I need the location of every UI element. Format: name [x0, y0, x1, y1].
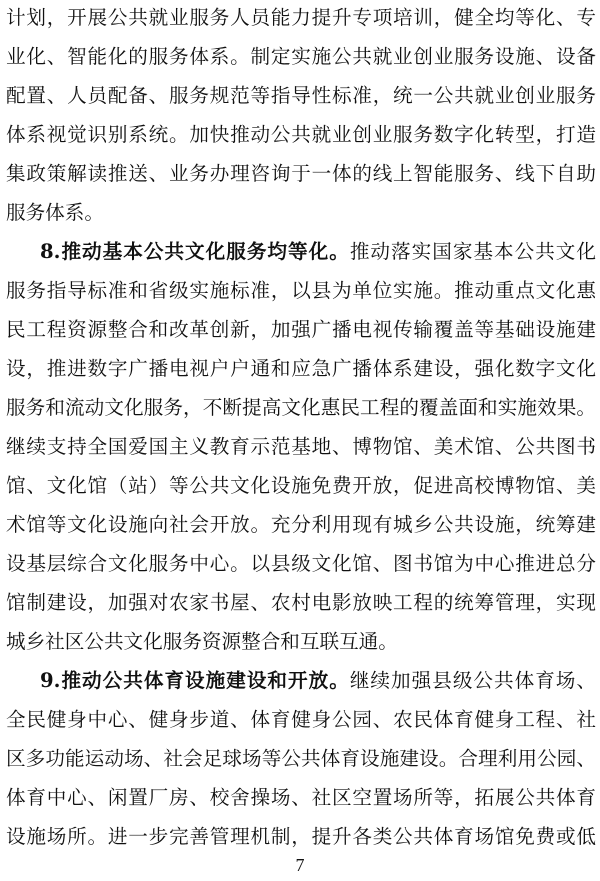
text-line: 配置、人员配备、服务规范等指导性标准，统一公共就业创业服务 [6, 84, 596, 107]
section-9-first-line [40, 668, 596, 694]
text-line: 设基层综合文化服务中心。以县级文化馆、图书馆为中心推进总分 [6, 552, 596, 575]
text-span: 推动落实国家基本公共文化 [349, 240, 596, 263]
section-8-first-line [40, 239, 596, 265]
text-span: 继续加强县级公共体育场、 [349, 669, 596, 692]
text-line: 馆制建设，加强对农家书屋、农村电影放映工程的统筹管理，实现 [6, 591, 596, 614]
text-line: 城乡社区公共文化服务资源整合和互联互通。 [6, 630, 398, 653]
text-line: 设，推进数字广播电视户户通和应急广播体系建设，强化数字文化 [6, 357, 596, 380]
text-line: 继续支持全国爱国主义教育示范基地、博物馆、美术馆、公共图书 [6, 435, 596, 458]
text-line: 服务指导标准和省级实施标准，以县为单位实施。推动重点文化惠 [6, 279, 596, 302]
text-line: 服务体系。 [6, 201, 104, 224]
text-line: 体育中心、闲置厂房、校舍操场、社区空置场所等，拓展公共体育 [6, 786, 596, 809]
text-line: 集政策解读推送、业务办理咨询于一体的线上智能服务、线下自助 [6, 162, 596, 185]
section-heading-8: 8.推动基本公共文化服务均等化。 [40, 240, 350, 263]
text-line: 术馆等文化设施向社会开放。充分利用现有城乡公共设施，统筹建 [6, 513, 596, 536]
text-line: 区多功能运动场、社会足球场等公共体育设施建设。合理利用公园、 [6, 747, 596, 770]
text-line: 民工程资源整合和改革创新，加强广播电视传输覆盖等基础设施建 [6, 318, 596, 341]
text-line: 业化、智能化的服务体系。制定实施公共就业创业服务设施、设备 [6, 45, 596, 68]
text-line: 设施场所。进一步完善管理机制，提升各类公共体育场馆免费或低 [6, 825, 596, 848]
text-line: 计划，开展公共就业服务人员能力提升专项培训，健全均等化、专 [6, 6, 596, 29]
page-number: 7 [295, 855, 305, 875]
section-heading-9: 9.推动公共体育设施建设和开放。 [40, 669, 350, 692]
text-line: 服务和流动文化服务，不断提高文化惠民工程的覆盖面和实施效果。 [6, 396, 596, 419]
text-line: 全民健身中心、健身步道、体育健身公园、农民体育健身工程、社 [6, 708, 596, 731]
text-line: 体系视觉识别系统。加快推动公共就业创业服务数字化转型，打造 [6, 123, 596, 146]
text-line: 馆、文化馆（站）等公共文化设施免费开放，促进高校博物馆、美 [6, 474, 596, 497]
